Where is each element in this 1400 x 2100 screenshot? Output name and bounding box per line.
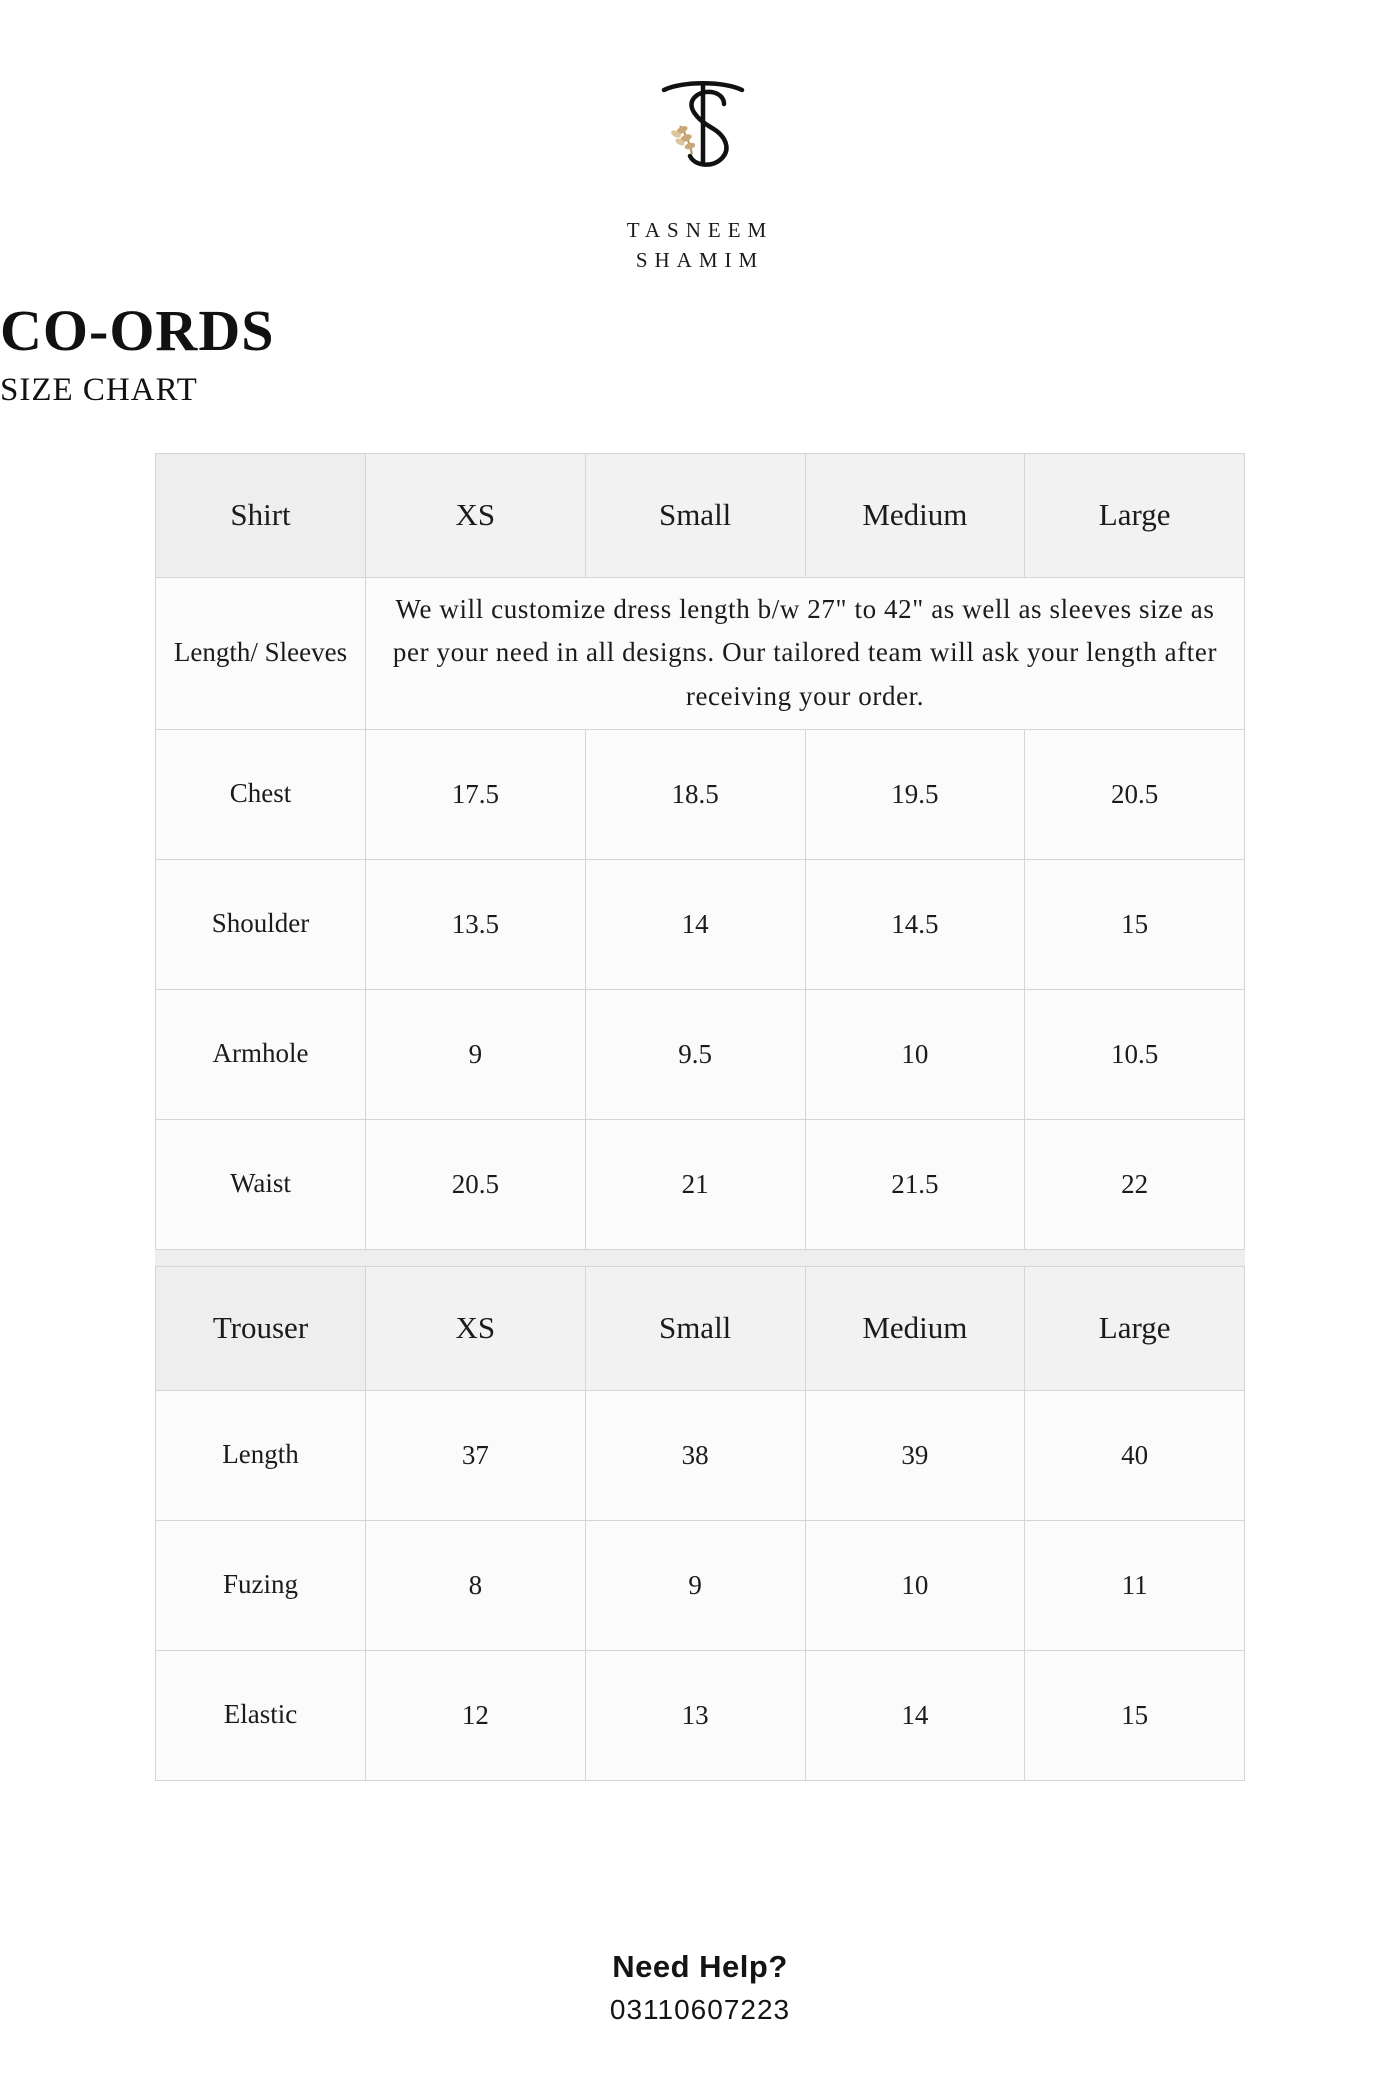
page-subtitle: SIZE CHART bbox=[0, 371, 198, 408]
table-header-row bbox=[156, 453, 1245, 577]
cell-fuzing-small: 9 bbox=[585, 1520, 805, 1650]
cell-length-medium: 39 bbox=[805, 1390, 1025, 1520]
cell-length-large: 40 bbox=[1025, 1390, 1245, 1520]
row-label-length-sleeves: Length/ Sleeves bbox=[156, 577, 366, 729]
shirt-size-table bbox=[155, 453, 1245, 1250]
cell-fuzing-xs: 8 bbox=[366, 1520, 586, 1650]
table-row bbox=[156, 859, 1245, 989]
cell-armhole-xs: 9 bbox=[366, 989, 586, 1119]
table-row bbox=[156, 1119, 1245, 1249]
cell-armhole-medium: 10 bbox=[805, 989, 1025, 1119]
column-header-xs: XS bbox=[366, 1266, 586, 1390]
table-header-row bbox=[156, 1266, 1245, 1390]
cell-chest-small: 18.5 bbox=[585, 729, 805, 859]
cell-shoulder-large: 15 bbox=[1025, 859, 1245, 989]
table-row bbox=[156, 1520, 1245, 1650]
footer bbox=[0, 1949, 1400, 2026]
row-label-waist: Waist bbox=[156, 1119, 366, 1249]
size-tables bbox=[155, 453, 1245, 1781]
cell-chest-medium: 19.5 bbox=[805, 729, 1025, 859]
cell-elastic-large: 15 bbox=[1025, 1650, 1245, 1780]
column-header-large: Large bbox=[1025, 1266, 1245, 1390]
cell-waist-large: 22 bbox=[1025, 1119, 1245, 1249]
trouser-size-table bbox=[155, 1266, 1245, 1781]
cell-shoulder-xs: 13.5 bbox=[366, 859, 586, 989]
table-row bbox=[156, 989, 1245, 1119]
brand-name-line-2: SHAMIM bbox=[635, 247, 765, 272]
row-label-elastic: Elastic bbox=[156, 1650, 366, 1780]
cell-armhole-small: 9.5 bbox=[585, 989, 805, 1119]
column-header-large: Large bbox=[1025, 453, 1245, 577]
column-header-category: Trouser bbox=[156, 1266, 366, 1390]
column-header-small: Small bbox=[585, 453, 805, 577]
table-row bbox=[156, 729, 1245, 859]
cell-armhole-large: 10.5 bbox=[1025, 989, 1245, 1119]
cell-fuzing-medium: 10 bbox=[805, 1520, 1025, 1650]
table-divider bbox=[155, 1250, 1245, 1266]
brand-name-line-1: TASNEEM bbox=[626, 218, 774, 242]
ts-monogram-icon bbox=[620, 68, 780, 208]
row-label-length: Length bbox=[156, 1390, 366, 1520]
cell-waist-xs: 20.5 bbox=[366, 1119, 586, 1249]
row-label-chest: Chest bbox=[156, 729, 366, 859]
cell-chest-large: 20.5 bbox=[1025, 729, 1245, 859]
cell-chest-xs: 17.5 bbox=[366, 729, 586, 859]
cell-length-xs: 37 bbox=[366, 1390, 586, 1520]
cell-shoulder-medium: 14.5 bbox=[805, 859, 1025, 989]
page-title: CO-ORDS bbox=[0, 297, 275, 363]
need-help-label: Need Help? bbox=[612, 1949, 788, 1984]
brand-name bbox=[0, 216, 1400, 276]
column-header-medium: Medium bbox=[805, 1266, 1025, 1390]
row-label-shoulder: Shoulder bbox=[156, 859, 366, 989]
cell-length-small: 38 bbox=[585, 1390, 805, 1520]
column-header-small: Small bbox=[585, 1266, 805, 1390]
table-row bbox=[156, 1650, 1245, 1780]
table-row bbox=[156, 577, 1245, 729]
cell-waist-small: 21 bbox=[585, 1119, 805, 1249]
cell-elastic-small: 13 bbox=[585, 1650, 805, 1780]
brand-block bbox=[0, 0, 1400, 276]
column-header-category: Shirt bbox=[156, 453, 366, 577]
cell-elastic-medium: 14 bbox=[805, 1650, 1025, 1780]
table-row bbox=[156, 1390, 1245, 1520]
cell-waist-medium: 21.5 bbox=[805, 1119, 1025, 1249]
column-header-medium: Medium bbox=[805, 453, 1025, 577]
column-header-xs: XS bbox=[366, 453, 586, 577]
row-label-fuzing: Fuzing bbox=[156, 1520, 366, 1650]
cell-shoulder-small: 14 bbox=[585, 859, 805, 989]
row-label-armhole: Armhole bbox=[156, 989, 366, 1119]
cell-elastic-xs: 12 bbox=[366, 1650, 586, 1780]
contact-phone[interactable]: 03110607223 bbox=[609, 1994, 791, 2025]
customization-note: We will customize dress length b/w 27" to 42" as well as sleeves size as per your need in all designs. Our tailored team will ask your length after receiving your order. bbox=[366, 577, 1245, 729]
cell-fuzing-large: 11 bbox=[1025, 1520, 1245, 1650]
